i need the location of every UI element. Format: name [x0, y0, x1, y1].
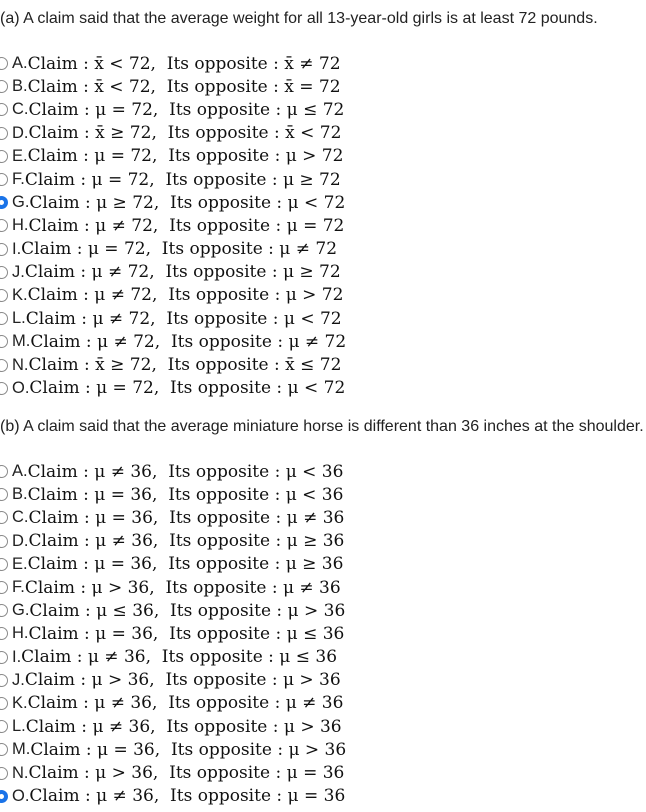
radio-unselected-icon[interactable]: [0, 382, 8, 395]
option-row[interactable]: [0, 261, 346, 284]
option-row[interactable]: [0, 553, 346, 576]
radio-selected-icon[interactable]: [0, 790, 8, 803]
option-letter: F.: [12, 578, 25, 597]
option-row[interactable]: [0, 238, 346, 261]
option-letter: C.: [12, 100, 29, 119]
option-row[interactable]: [0, 599, 346, 622]
option-math: Claim : x̄ < 72, Its opposite : x̄ = 72: [27, 76, 341, 97]
option-letter: O.: [12, 378, 30, 397]
radio-unselected-icon[interactable]: [0, 651, 8, 664]
option-math: Claim : x̄ ≥ 72, Its opposite : x̄ < 72: [28, 123, 342, 144]
radio-unselected-icon[interactable]: [0, 674, 8, 687]
radio-unselected-icon[interactable]: [0, 312, 8, 325]
option-letter: F.: [12, 170, 25, 189]
option-letter: N.: [12, 355, 29, 374]
option-letter: L.: [12, 717, 26, 736]
option-letter: A.: [12, 462, 28, 481]
option-math: Claim : x̄ < 72, Its opposite : x̄ ≠ 72: [27, 53, 341, 74]
radio-unselected-icon[interactable]: [0, 243, 8, 256]
option-row[interactable]: [0, 168, 346, 191]
option-math: Claim : μ ≠ 36, Its opposite : μ ≤ 36: [21, 647, 338, 668]
option-row[interactable]: [0, 122, 346, 145]
option-math: Claim : μ = 72, Its opposite : μ > 72: [27, 146, 344, 167]
option-row[interactable]: [0, 98, 346, 121]
radio-unselected-icon[interactable]: [0, 488, 8, 501]
radio-unselected-icon[interactable]: [0, 103, 8, 116]
option-math: Claim : μ ≠ 36, Its opposite : μ < 36: [27, 461, 344, 482]
options-b: [0, 460, 346, 808]
radio-selected-icon[interactable]: [0, 196, 8, 209]
option-letter: H.: [12, 216, 29, 235]
radio-unselected-icon[interactable]: [0, 627, 8, 640]
option-row[interactable]: [0, 530, 346, 553]
radio-unselected-icon[interactable]: [0, 511, 8, 524]
radio-unselected-icon[interactable]: [0, 535, 8, 548]
option-math: Claim : μ = 72, Its opposite : μ ≠ 72: [21, 239, 338, 260]
radio-unselected-icon[interactable]: [0, 720, 8, 733]
option-letter: M.: [12, 740, 31, 759]
option-letter: D.: [12, 531, 29, 550]
option-letter: G.: [12, 193, 30, 212]
option-math: Claim : x̄ ≥ 72, Its opposite : x̄ ≤ 72: [28, 355, 342, 376]
option-math: Claim : μ ≠ 36, Its opposite : μ = 36: [29, 786, 346, 807]
option-math: Claim : μ = 72, Its opposite : μ ≥ 72: [24, 169, 341, 190]
radio-unselected-icon[interactable]: [0, 150, 8, 163]
option-math: Claim : μ ≥ 72, Its opposite : μ < 72: [29, 192, 346, 213]
option-math: Claim : μ ≠ 72, Its opposite : μ = 72: [28, 215, 345, 236]
radio-unselected-icon[interactable]: [0, 581, 8, 594]
option-row[interactable]: [0, 75, 346, 98]
option-row[interactable]: [0, 145, 346, 168]
radio-unselected-icon[interactable]: [0, 465, 8, 478]
option-row[interactable]: [0, 576, 346, 599]
option-letter: I.: [12, 239, 22, 258]
option-letter: K.: [12, 285, 28, 304]
option-row[interactable]: [0, 715, 346, 738]
option-letter: C.: [12, 508, 29, 527]
option-letter: E.: [12, 554, 28, 573]
option-letter: M.: [12, 332, 31, 351]
option-math: Claim : μ = 36, Its opposite : μ < 36: [27, 484, 344, 505]
radio-unselected-icon[interactable]: [0, 558, 8, 571]
radio-unselected-icon[interactable]: [0, 767, 8, 780]
option-letter: D.: [12, 123, 29, 142]
option-letter: K.: [12, 693, 28, 712]
option-letter: B.: [12, 77, 28, 96]
option-math: Claim : μ ≠ 36, Its opposite : μ ≠ 36: [27, 693, 344, 714]
radio-unselected-icon[interactable]: [0, 697, 8, 710]
option-letter: H.: [12, 624, 29, 643]
option-row[interactable]: [0, 377, 346, 400]
radio-unselected-icon[interactable]: [0, 57, 8, 70]
option-letter: J.: [12, 670, 25, 689]
radio-unselected-icon[interactable]: [0, 80, 8, 93]
option-math: Claim : μ ≠ 72, Its opposite : μ < 72: [25, 308, 342, 329]
options-a: [0, 52, 346, 400]
option-row[interactable]: [0, 353, 346, 376]
option-math: Claim : μ = 36, Its opposite : μ ≥ 36: [27, 554, 344, 575]
radio-unselected-icon[interactable]: [0, 604, 8, 617]
option-row[interactable]: [0, 284, 346, 307]
option-letter: E.: [12, 146, 28, 165]
option-row[interactable]: [0, 483, 346, 506]
option-math: Claim : μ ≠ 72, Its opposite : μ ≥ 72: [24, 262, 341, 283]
option-row[interactable]: [0, 330, 346, 353]
option-math: Claim : μ = 36, Its opposite : μ > 36: [30, 739, 347, 760]
option-math: Claim : μ = 36, Its opposite : μ ≠ 36: [28, 507, 345, 528]
option-math: Claim : μ ≤ 36, Its opposite : μ > 36: [29, 600, 346, 621]
option-letter: G.: [12, 601, 30, 620]
option-math: Claim : μ = 72, Its opposite : μ < 72: [29, 378, 346, 399]
option-row[interactable]: [0, 307, 346, 330]
option-row[interactable]: [0, 460, 346, 483]
question-a-text: (a) A claim said that the average weight for all 13-year-old girls is at least 72 pounds.: [0, 10, 598, 27]
option-row[interactable]: [0, 214, 346, 237]
option-math: Claim : μ > 36, Its opposite : μ ≠ 36: [24, 577, 341, 598]
option-letter: O.: [12, 786, 30, 805]
radio-unselected-icon[interactable]: [0, 743, 8, 756]
option-math: Claim : μ > 36, Its opposite : μ > 36: [24, 670, 341, 691]
option-math: Claim : μ ≠ 72, Its opposite : μ ≠ 72: [30, 331, 347, 352]
radio-unselected-icon[interactable]: [0, 219, 8, 232]
option-letter: A.: [12, 54, 28, 73]
option-math: Claim : μ ≠ 72, Its opposite : μ > 72: [27, 285, 344, 306]
option-row[interactable]: [0, 646, 346, 669]
radio-unselected-icon[interactable]: [0, 266, 8, 279]
option-math: Claim : μ > 36, Its opposite : μ = 36: [28, 763, 345, 784]
option-row[interactable]: [0, 692, 346, 715]
option-math: Claim : μ ≠ 36, Its opposite : μ ≥ 36: [28, 531, 345, 552]
option-row[interactable]: [0, 669, 346, 692]
question-b-text: (b) A claim said that the average miniature horse is different than 36 inches at the shoulder.: [0, 418, 644, 435]
option-letter: J.: [12, 262, 25, 281]
option-letter: N.: [12, 763, 29, 782]
option-row[interactable]: [0, 506, 346, 529]
option-row[interactable]: [0, 738, 346, 761]
option-letter: L.: [12, 309, 26, 328]
radio-unselected-icon[interactable]: [0, 289, 8, 302]
option-math: Claim : μ = 36, Its opposite : μ ≤ 36: [28, 623, 345, 644]
option-row[interactable]: [0, 785, 346, 808]
option-math: Claim : μ = 72, Its opposite : μ ≤ 72: [28, 99, 345, 120]
option-letter: B.: [12, 485, 28, 504]
option-row[interactable]: [0, 761, 346, 784]
option-row[interactable]: [0, 191, 346, 214]
option-row[interactable]: [0, 622, 346, 645]
radio-unselected-icon[interactable]: [0, 335, 8, 348]
radio-unselected-icon[interactable]: [0, 359, 8, 372]
option-row[interactable]: [0, 52, 346, 75]
radio-unselected-icon[interactable]: [0, 127, 8, 140]
radio-unselected-icon[interactable]: [0, 173, 8, 186]
option-letter: I.: [12, 647, 22, 666]
option-math: Claim : μ ≠ 36, Its opposite : μ > 36: [25, 716, 342, 737]
